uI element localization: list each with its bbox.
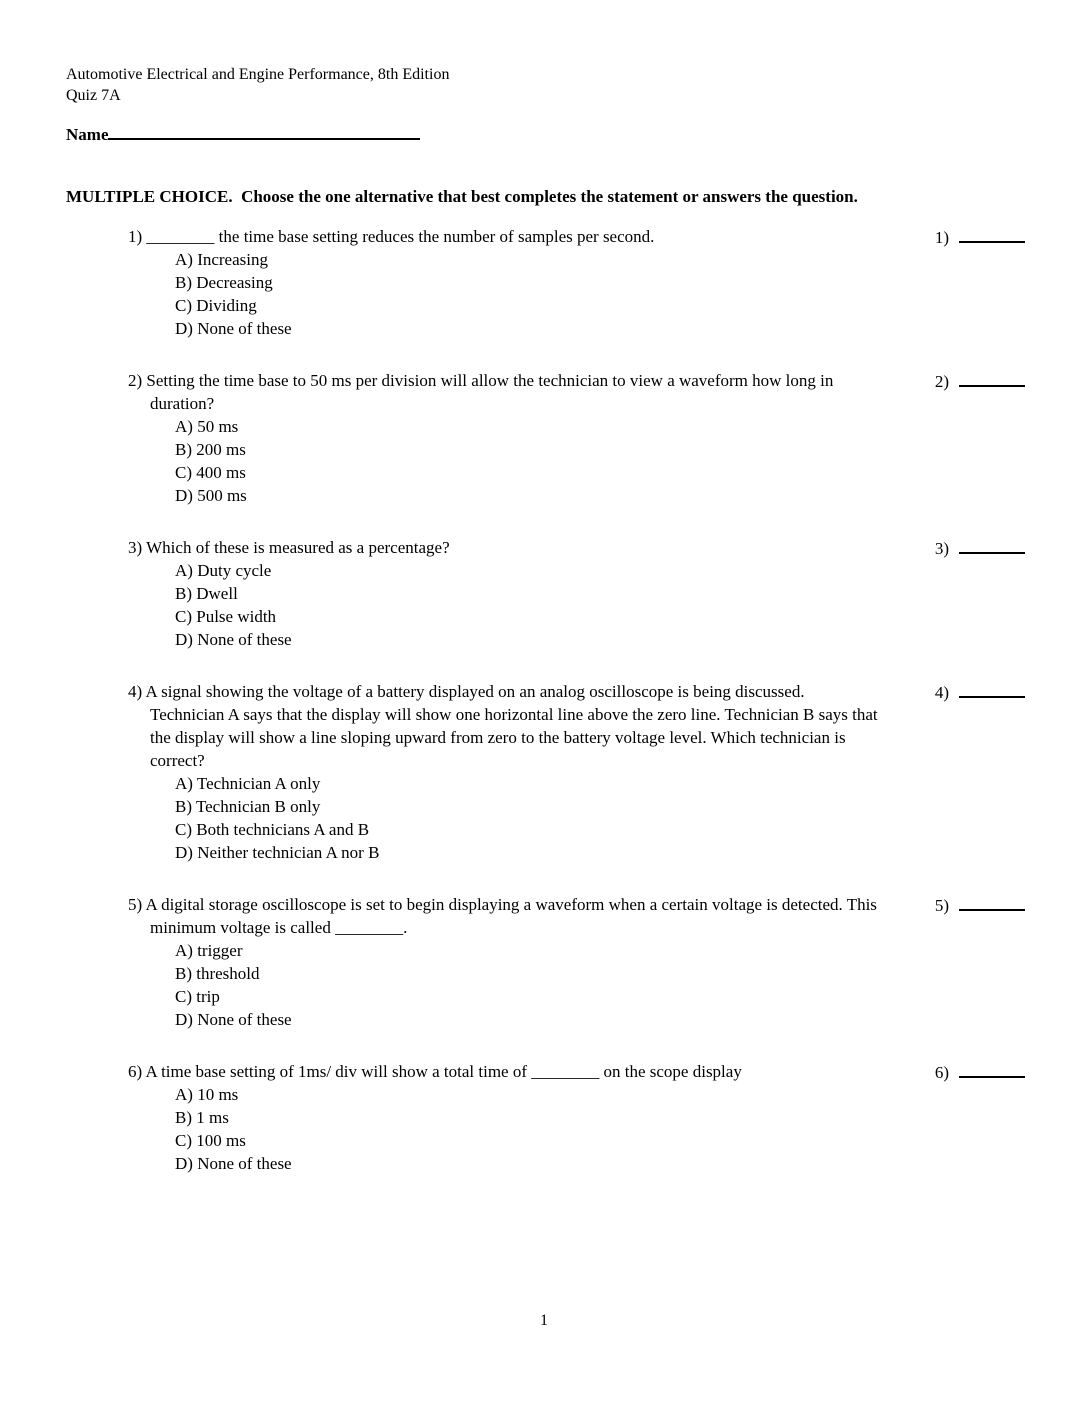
question-text — [128, 1060, 880, 1083]
question-text — [128, 369, 880, 415]
choices — [175, 415, 880, 507]
question-text — [128, 680, 880, 772]
question-stem: ________ the time base setting reduces the number of samples per second. — [146, 227, 655, 246]
answer-number: 5) — [934, 896, 949, 915]
choice-a: A) 50 ms — [175, 417, 239, 436]
choice-b: B) 200 ms — [175, 440, 246, 459]
choices — [175, 772, 880, 864]
choice-b: B) 1 ms — [175, 1108, 229, 1127]
choice-c: C) 400 ms — [175, 463, 246, 482]
choices — [175, 1083, 880, 1175]
choices — [175, 939, 880, 1031]
document-header — [66, 64, 1025, 106]
question-6 — [128, 1060, 1025, 1175]
question-1 — [128, 225, 1025, 340]
question-stem: Which of these is measured as a percentage? — [146, 538, 450, 557]
choice-b: B) Dwell — [175, 584, 238, 603]
choice-d: D) None of these — [175, 1154, 292, 1173]
answer-slot — [935, 680, 1025, 704]
answer-blank[interactable] — [959, 895, 1025, 911]
question-number: 3) — [128, 538, 143, 557]
answer-blank[interactable] — [959, 227, 1025, 243]
answer-slot — [935, 225, 1025, 249]
question-4 — [128, 680, 1025, 864]
choice-d: D) 500 ms — [175, 486, 247, 505]
name-row — [66, 124, 1025, 145]
question-2 — [128, 369, 1025, 507]
question-text — [128, 536, 880, 559]
choice-c: C) Dividing — [175, 296, 257, 315]
answer-slot — [935, 369, 1025, 393]
choices — [175, 559, 880, 651]
question-number: 4) — [128, 682, 143, 701]
question-3 — [128, 536, 1025, 651]
answer-blank[interactable] — [959, 1062, 1025, 1078]
choice-b: B) Technician B only — [175, 797, 321, 816]
answer-blank[interactable] — [959, 682, 1025, 698]
answer-blank[interactable] — [959, 371, 1025, 387]
answer-number: 2) — [934, 372, 949, 391]
choice-a: A) Duty cycle — [175, 561, 272, 580]
choice-c: C) 100 ms — [175, 1131, 246, 1150]
name-label: Name — [66, 125, 109, 144]
instructions: MULTIPLE CHOICE. Choose the one alternative that best completes the statement or answers the question. — [66, 187, 858, 206]
question-stem: Setting the time base to 50 ms per division will allow the technician to view a waveform how long in duration? — [146, 371, 834, 413]
choice-a: A) Increasing — [175, 250, 268, 269]
answer-slot — [935, 536, 1025, 560]
choice-c: C) trip — [175, 987, 220, 1006]
choice-d: D) None of these — [175, 1010, 292, 1029]
answer-slot — [935, 1060, 1025, 1084]
choice-c: C) Both technicians A and B — [175, 820, 370, 839]
question-list — [128, 225, 1025, 1175]
question-5 — [128, 893, 1025, 1031]
question-stem: A digital storage oscilloscope is set to begin displaying a waveform when a certain voltage is detected. This minimum voltage is called ________. — [145, 895, 877, 937]
question-number: 5) — [128, 895, 143, 914]
choice-a: A) trigger — [175, 941, 243, 960]
question-text — [128, 225, 880, 248]
choice-b: B) threshold — [175, 964, 260, 983]
choice-c: C) Pulse width — [175, 607, 277, 626]
name-blank[interactable] — [108, 124, 420, 140]
answer-blank[interactable] — [959, 538, 1025, 554]
choice-a: A) Technician A only — [175, 774, 321, 793]
question-number: 2) — [128, 371, 143, 390]
answer-number: 3) — [934, 539, 949, 558]
choice-d: D) Neither technician A nor B — [175, 843, 380, 862]
choice-d: D) None of these — [175, 319, 292, 338]
choice-a: A) 10 ms — [175, 1085, 239, 1104]
choices — [175, 248, 880, 340]
quiz-title: Quiz 7A — [66, 87, 121, 104]
answer-slot — [935, 893, 1025, 917]
question-text — [128, 893, 880, 939]
choice-b: B) Decreasing — [175, 273, 273, 292]
answer-number: 4) — [934, 683, 949, 702]
question-stem: A time base setting of 1ms/ div will show a total time of ________ on the scope display — [145, 1062, 742, 1081]
answer-number: 1) — [934, 228, 949, 247]
page-number: 1 — [540, 1312, 548, 1329]
question-number: 1) — [128, 227, 143, 246]
answer-number: 6) — [934, 1063, 949, 1082]
question-stem: A signal showing the voltage of a battery displayed on an analog oscilloscope is being discussed. Technician A says that the display will show one horizontal line above the zero line. Technician B says that the display will show a line sloping upward from zero to the battery voltage level. Which technician is correct? — [145, 682, 878, 770]
choice-d: D) None of these — [175, 630, 292, 649]
document-title: Automotive Electrical and Engine Performance, 8th Edition — [66, 66, 450, 83]
question-number: 6) — [128, 1062, 143, 1081]
